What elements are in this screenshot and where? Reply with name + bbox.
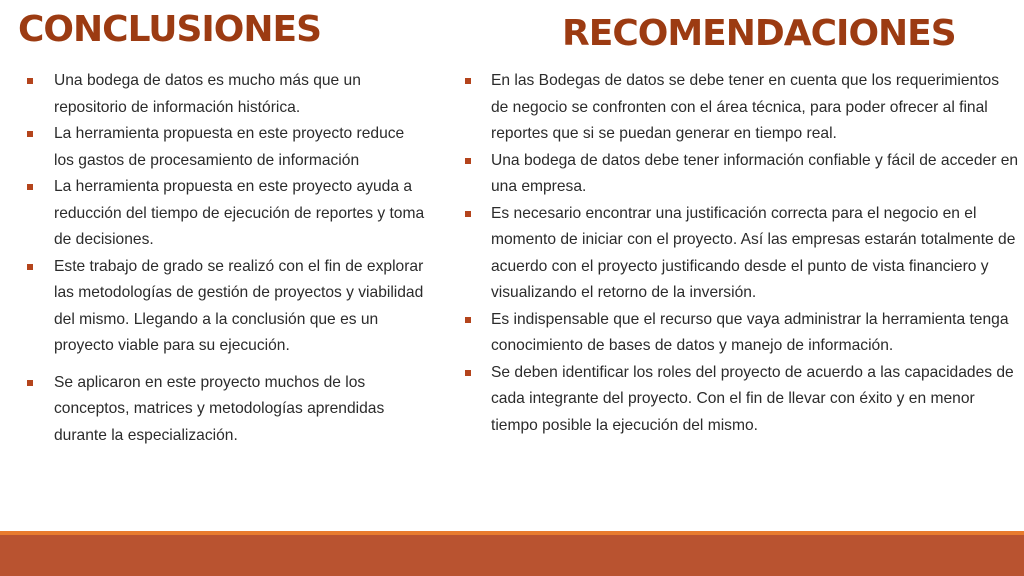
recommendation-text: Una bodega de datos debe tener información confiable y fácil de acceder en una empresa. [491, 151, 1019, 195]
recommendation-text: Es necesario encontrar una justificación correcta para el negocio en el momento de iniciar con el proyecto. Así las empresas estarán totalmente de acuerdo con el proyecto justificando desde el punto de vista financiero y visualizando el retorno de la inversión. [491, 204, 1016, 301]
recommendation-item [464, 307, 1020, 360]
conclusiones-heading: CONCLUSIONES [18, 9, 322, 50]
square-bullet-icon [27, 184, 33, 190]
conclusion-item [26, 68, 426, 121]
square-bullet-icon [465, 211, 471, 217]
footer-stripe-thick [0, 535, 1024, 576]
square-bullet-icon [465, 317, 471, 323]
square-bullet-icon [465, 158, 471, 164]
conclusion-item [26, 370, 426, 450]
recommendation-item [464, 360, 1020, 440]
square-bullet-icon [27, 380, 33, 386]
square-bullet-icon [27, 78, 33, 84]
recomendaciones-heading: RECOMENDACIONES [562, 13, 956, 54]
recommendation-text: En las Bodegas de datos se debe tener en cuenta que los requerimientos de negocio se confronten con el área técnica, para poder ofrecer al final reportes que si se puedan generar en tiempo real. [491, 72, 1000, 142]
recommendation-item [464, 201, 1020, 307]
square-bullet-icon [27, 131, 33, 137]
recommendation-text: Se deben identificar los roles del proyecto de acuerdo a las capacidades de cada integrante del proyecto. Con el fin de llevar con éxito y en menor tiempo posible la ejecución del mismo. [491, 363, 1014, 434]
conclusion-text: La herramienta propuesta en este proyecto reduce los gastos de procesamiento de información [54, 125, 405, 169]
square-bullet-icon [465, 370, 471, 376]
conclusion-text: La herramienta propuesta en este proyecto ayuda a reducción del tiempo de ejecución de reportes y toma de decisiones. [54, 178, 425, 248]
recommendation-item [464, 148, 1020, 201]
recomendaciones-list [464, 68, 1020, 439]
conclusion-text: Este trabajo de grado se realizó con el fin de explorar las metodologías de gestión de proyectos y viabilidad del mismo. Llegando a la conclusión que es un proyecto viable para su ejecución. [54, 257, 424, 354]
recommendation-item [464, 68, 1020, 148]
recommendation-text: Es indispensable que el recurso que vaya administrar la herramienta tenga conocimiento de bases de datos y manejo de información. [491, 310, 1009, 354]
conclusiones-list [26, 68, 426, 449]
conclusion-text: Se aplicaron en este proyecto muchos de los conceptos, matrices y metodologías aprendidas durante la especialización. [54, 373, 385, 444]
conclusion-text: Una bodega de datos es mucho más que un repositorio de información histórica. [54, 72, 361, 116]
square-bullet-icon [465, 78, 471, 84]
square-bullet-icon [27, 264, 33, 270]
conclusion-item [26, 174, 426, 254]
conclusion-item [26, 254, 426, 360]
conclusion-item [26, 121, 426, 174]
